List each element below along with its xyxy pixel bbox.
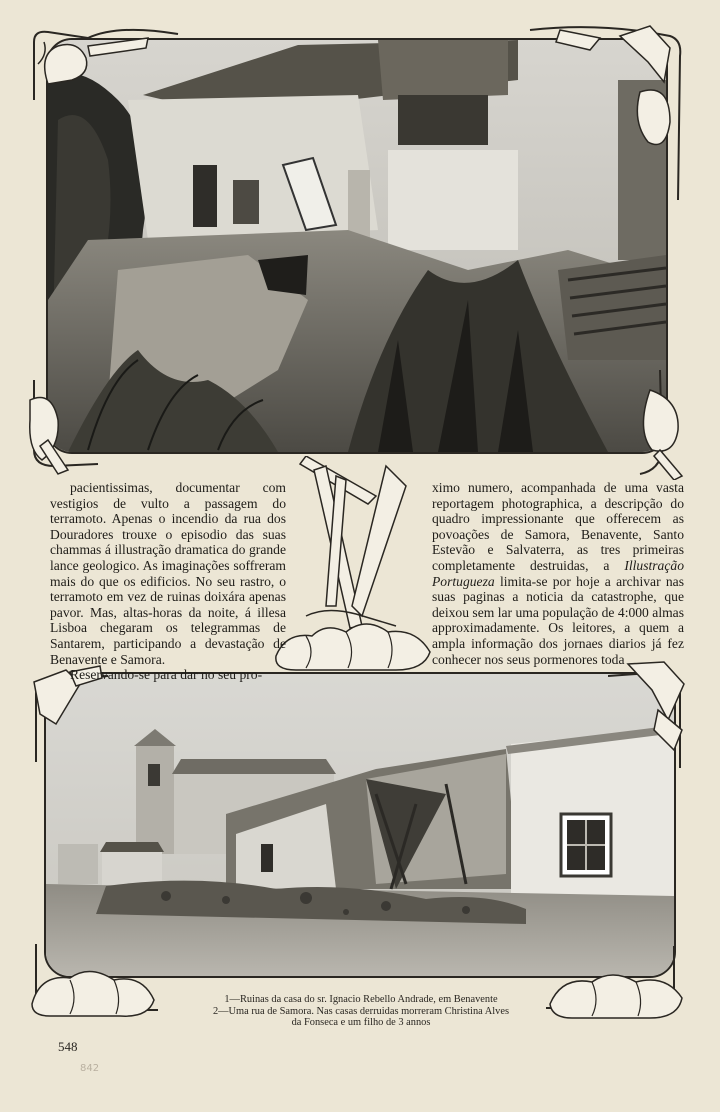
caption-line-1: 1—Ruinas da casa do sr. Ignacio Rebello Andrade, em Benavente [224, 994, 498, 1005]
magazine-title-italic: Illustração Portugueza [432, 557, 684, 589]
ornament-photo2-bottom-left [30, 944, 160, 1020]
ornament-top-left [28, 24, 188, 104]
ornament-bottom-left [28, 380, 108, 476]
caption-line-3: da Fonseca e um filho de 3 annos [291, 1017, 431, 1029]
ornament-photo2-top-right [608, 660, 688, 770]
right-text-before-italic: ximo numero, acompanhada de uma vasta reportagem photographica, a descripção do quadro impressionante que offerecem as povoações de Samora, Benavente, Santo Estevão e Salvaterra, as tres primeiras completamente destruidas, a [432, 480, 684, 573]
left-paragraph-2: Reservando-se para dar no seu pro- [70, 667, 263, 683]
ornament-bottom-right [630, 370, 690, 480]
article-left-column [50, 480, 286, 683]
left-paragraph-1: pacientissimas, documentar com vestigios de vulto a passagem do terramoto. Apenas o incendio da rua dos Douradores trouxe o episodio das suas chammas á illustração dramatica do grande lance geologico. As imaginações soffreram mais do que os edificios. No seu rastro, o terramoto em vez de ruinas doixára apenas pavor. Mas, altas-horas da noite, á illesa Lisboa chegaram os telegrammas de Santarem, participando a devastação de Benavente e Samora. [50, 480, 286, 667]
ornament-photo2-bottom-right [546, 946, 690, 1022]
right-paragraph [432, 480, 684, 667]
photo-caption [188, 994, 534, 1029]
right-text-after-italic: limita-se por hoje a archivar nas suas paginas a noticia da catastrophe, que deixou sem lar uma população de 4:000 almas approximadamente. Os leitores, a quem a ampla informação dos jornaes diarios já fez conhecer nos seus pormenores toda [432, 573, 684, 667]
article-right-column [432, 480, 684, 667]
photo-samora-street [44, 672, 676, 978]
page-number: 548 [58, 1039, 78, 1054]
ornament-center-ruins [266, 456, 436, 672]
pencil-annotation: 842 [80, 1063, 100, 1074]
caption-line-2: 2—Uma rua de Samora. Nas casas derruidas morreram Christina Alves [212, 1005, 510, 1017]
ornament-top-right [520, 22, 690, 202]
